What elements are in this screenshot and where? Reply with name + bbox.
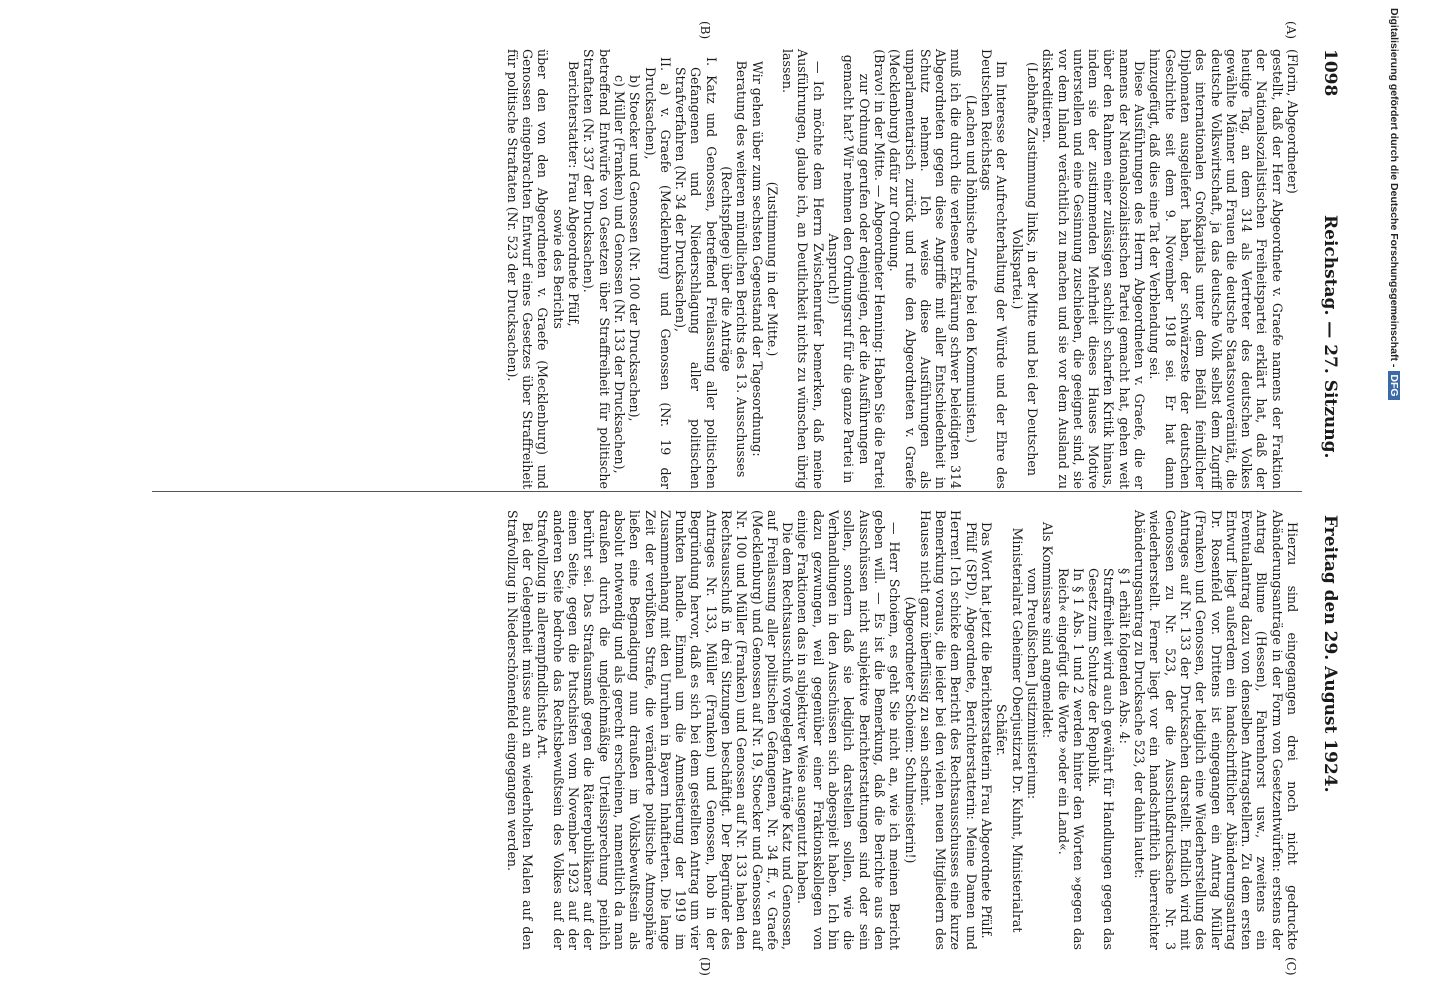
page-number: 1098 (1320, 49, 1340, 97)
scanned-page (72, 15, 1362, 983)
left-column-paragraph: — Ich möchte dem Herrn Zwischenrufer bemerken, daß meine Ausführungen, glaube ich, an Deutlichkeit nichts zu wünschen übrig lassen. (780, 49, 826, 489)
right-column-paragraph: Hierzu sind eingegangen drei noch nicht gedruckte Abänderungsanträge in der Form von Gesetzentwürfen: erstens der Antrag Blume (Hessen), Fahrenhorst usw., zweitens ein Eventualantrag dazu von denselben Antragstellern. Zu dem ersten Entwurf liegt außerdem ein handschriftlicher Abänderungsantrag Dr. Rosenfeld vor. Drittens ist eingegangen ein Antrag Müller (Franken) und Genossen, der lediglich eine Wiederherstellung des Antrages auf Nr. 133 der Drucksachen darstellt. Endlich wird mit Genossen zu Nr. 523, der die Ausschußdrucksache Nr. 3 wiederherstellt. Ferner liegt vor ein handschriftlich überreichter Abänderungsantrag zu Drucksache 523, der dahin lautet: (1132, 510, 1300, 950)
left-column-paragraph: sowie des Berichts (550, 209, 566, 329)
margin-mark-d: (D) (698, 957, 712, 976)
credit-text: Digitalisierung gefördert durch die Deutsche Forschungsgemeinschaft - (1388, 8, 1400, 368)
column-divider (152, 491, 1302, 492)
right-column-paragraph: § 1 erhält folgenden Abs. 4: (1116, 568, 1132, 744)
left-column-paragraph: Beratung des weiteren mündlichen Berichts des 13. Ausschusses (Rechtspflege) über die Anträge (719, 60, 750, 478)
left-column-paragraph: I. Katz und Genossen, betreffend Freilassung aller politischen Gefangenen und Niederschlagung aller politischen Strafverfahren (Nr. 34 der Drucksachen), (673, 57, 719, 489)
left-column-paragraph: II. a) v. Graefe (Mecklenburg) und Genossen (Nr. 19 der Drucksachen), (642, 57, 673, 489)
right-column-paragraph: vom Preußischen Justizministerium: (1024, 568, 1040, 800)
left-column-paragraph: c) Müller (Franken) und Genossen (Nr. 133 der Drucksachen), (611, 75, 627, 474)
left-column (505, 49, 1300, 489)
left-column-paragraph: betreffend Entwürfe von Gesetzen über Straffreiheit für politische Straftaten (Nr. 337 der Drucksachen). (581, 49, 612, 489)
right-column-paragraph: Ministerialrat Geheimer Oberjustizrat Dr. Kuhnt, Ministerialrat Schäfer. (994, 527, 1025, 933)
right-column-paragraph: Die dem Rechtsausschuß vorgelegten Anträge Katz und Genossen, auf Freilassung aller politischen Gefangenen, Nr. 34 ff., v. Graefe (Mecklenburg) und Genossen auf Nr. 19, Stoecker und Genossen auf Nr. 100 und Müller (Franken) und Genossen auf Nr. 133 haben den Rechtsausschuß in drei Sitzungen beschäftigt. Der Begründer des Antrages Nr. 133, Müller (Franken) und Genossen, hob in der Begründung hervor, daß es sich bei dem gestellten Antrag um vier Punkten handle. Einmal um die Amnestierung der 1919 im Zusammenhang mit den Unruhen in Bayern Inhaftierten. Die lange Zeit der verbüßten Strafe, die veränderte politische Atmosphäre ließen eine Begnadigung nun draußen im Volksbewußtsein als absolut notwendig und als gerecht erscheinen, namentlich da man draußen durch die ungleichmäßige Urteilssprechung peinlich berührt sei. Das Strafausmaß gegen die Räterepublikaner auf der einen Seite, gegen die Putschisten vom November 1923 auf der anderen Seite bedrohe das Rechtsbewußtsein des Volkes auf der Strafvollzug in allerempfindlichste Art. (535, 510, 796, 950)
left-column-paragraph: b) Stoecker und Genossen (Nr. 100 der Drucksachen), (627, 75, 643, 422)
session-header: Reichstag. — 27. Sitzung. (1320, 215, 1340, 459)
date-header: Freitag den 29. August 1924. (1320, 515, 1340, 793)
left-column-paragraph: Im Interesse der Aufrechterhaltung der Würde und der Ehre des Deutschen Reichstags (979, 49, 1010, 489)
left-column-paragraph: gestellt, daß der Herr Abgeordnete v. Graefe namens der Fraktion der Nationalsozialistischen Freiheitspartei erklärt hat, daß der heutige Tag, an dem 314 als Vertreter des deutschen Volkes gewählte Männer und Frauen die deutsche Staatssouveränität, die deutsche Volkswirtschaft, ja das deutsche Volk selbst dem Zugriff des internationalen Großkapitals unter dem Beifall feindlicher Diplomaten ausgeliefert haben, der schwärzeste der deutschen Geschichte seit dem 9. November 1918 sei. Er hat dann hinzugefügt, daß dies eine Tat der Verblendung sei. (1147, 49, 1285, 489)
margin-mark-b: (B) (698, 21, 712, 40)
right-column-paragraph: Pfülf (SPD), Abgeordnete, Berichterstatterin: Meine Damen und Herren! Ich schicke dem Bericht des Rechtsausschusses eine kurze Bemerkung voraus, die leider bei den vielen neuen Mitgliedern des Hauses nicht ganz überflüssig zu sein scheint. (917, 510, 979, 950)
left-column-paragraph: (Bravo! in der Mitte. — Abgeordneter Henning: Haben Sie die Partei zur Ordnung gerufen oder denjenigen, der die Ausführungen gemacht hat? Wir nehmen den Ordnungsruf für die ganze Partei in Anspruch!) (826, 49, 887, 489)
left-column-paragraph: (Lachen und höhnische Zurufe bei den Kommunisten.) (963, 95, 979, 443)
left-column-paragraph: Diese Ausführungen des Herrn Abgeordneten v. Graefe, die er namens der Nationalsozialistischen Partei gemacht hat, gehen weit über den Rahmen einer zulässigen sachlich scharfen Kritik hinaus, indem sie der zustimmenden Mehrheit dieses Hauses Motive unterstellen und eine Gesinnung zuschieben, die geeignet sind, sie vor dem Inland verächtlich zu machen und sie vor dem Ausland zu diskreditieren. (1040, 49, 1148, 489)
margin-mark-c: (C) (1284, 957, 1298, 976)
left-column-paragraph: Wir gehen über zum sechsten Gegenstand der Tagesordnung: (749, 61, 765, 457)
left-column-paragraph: Berichterstatter: Frau Abgeordnete Pfülf, (566, 61, 582, 327)
page-rotated-content (72, 15, 1362, 983)
right-column-paragraph: (Abgeordneter Schoiem: Schulmeisterin!) (902, 596, 918, 864)
right-column-paragraph: Als Kommissare sind angemeldet: (1040, 522, 1056, 739)
margin-mark-a: (A) (1284, 21, 1298, 40)
right-column-paragraph: In § 1 Abs. 1 und 2 werden hinter den Worten »gegen das Reich« eingefügt die Worte »oder ein Land«. (1055, 568, 1086, 950)
digitization-credit (1382, 8, 1400, 988)
left-column-paragraph: muß ich die durch die verlesene Erklärung schwer beleidigten 314 Abgeordneten gegen diese Angriffe mit aller Entschiedenheit in Schutz nehmen. Ich weise diese Ausführungen als unparlamentarisch zurück und rufe den Abgeordneten v. Graefe (Mecklenburg) dafür zur Ordnung. (887, 49, 964, 489)
right-column-paragraph: Bei der Gelegenheit müsse auch an wiederholten Malen auf den Strafvollzug in Niederschönenfeld eingegangen werden. (504, 510, 536, 950)
left-column-paragraph: (Zustimmung in der Mitte.) (764, 181, 780, 357)
right-column (505, 510, 1300, 950)
right-column-paragraph: — Herr Schoiem, es geht Sie nicht an, wie ich meinen Bericht geben will. — Es ist die Bemerkung, daß die Berichte aus den Ausschüssen nicht subjektive Berichterstattungen sind oder sein sollen, sondern daß sie lediglich darstellen sollen, wie die Verhandlungen in den Ausschüssen sich abgespielt haben. Ich bin dazu gezwungen, weil gegenüber einer Fraktionskollegen von einige Fraktionen das in subjektiver Weise ausgenutzt haben. (795, 510, 903, 950)
left-column-paragraph: (Florin, Abgeordneter) (1285, 49, 1300, 194)
left-column-paragraph: über den von den Abgeordneten v. Graefe (Mecklenburg) und Genossen eingebrachten Entwurf eines Gesetzes über Straffreiheit für politische Straftaten (Nr. 523 der Drucksachen). (504, 49, 551, 489)
dfg-logo: DFG (1388, 371, 1400, 399)
right-column-paragraph: Das Wort hat jetzt die Berichterstatterin Frau Abgeordnete Pfülf. (979, 522, 995, 939)
left-column-paragraph: (Lebhafte Zustimmung links, in der Mitte und bei der Deutschen Volkspartei.) (1009, 62, 1040, 476)
right-column-paragraph: Straffreiheit wird auch gewährt für Handlungen gegen das Gesetz zum Schutze der Republik. (1086, 568, 1117, 950)
